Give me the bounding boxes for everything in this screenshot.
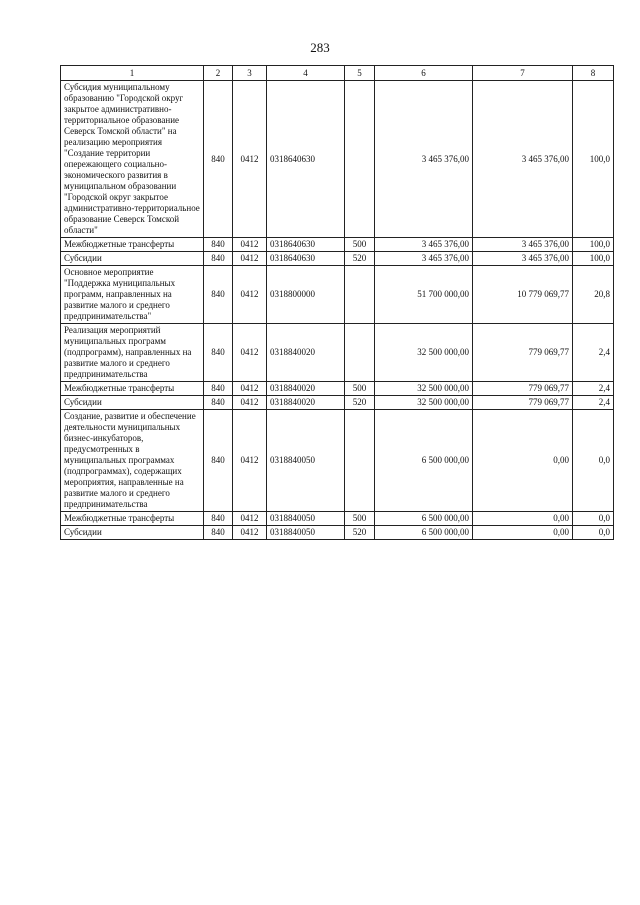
row-section: 0412 [233, 526, 267, 540]
row-section: 0412 [233, 324, 267, 382]
row-grbs: 840 [204, 396, 233, 410]
row-target-article: 0318840050 [267, 512, 345, 526]
column-number: 5 [345, 66, 375, 81]
row-percent: 0,0 [573, 410, 614, 512]
row-section: 0412 [233, 382, 267, 396]
row-target-article: 0318840020 [267, 382, 345, 396]
row-name: Межбюджетные трансферты [61, 512, 204, 526]
row-fact: 0,00 [473, 512, 573, 526]
row-plan: 3 465 376,00 [375, 252, 473, 266]
row-grbs: 840 [204, 526, 233, 540]
row-fact: 779 069,77 [473, 324, 573, 382]
row-percent: 2,4 [573, 324, 614, 382]
row-section: 0412 [233, 410, 267, 512]
row-section: 0412 [233, 81, 267, 238]
row-target-article: 0318840050 [267, 526, 345, 540]
row-target-article: 0318640630 [267, 238, 345, 252]
page-number: 283 [310, 40, 330, 55]
row-expense-type [345, 324, 375, 382]
column-number: 3 [233, 66, 267, 81]
row-section: 0412 [233, 238, 267, 252]
row-expense-type: 520 [345, 252, 375, 266]
row-expense-type [345, 81, 375, 238]
row-name: Создание, развитие и обеспечение деятельности муниципальных бизнес-инкубаторов, предусмотренных в муниципальных программах (подпрограммах), содержащих мероприятия, направленные на развитие малого и среднего предпринимательства [61, 410, 204, 512]
row-percent: 100,0 [573, 252, 614, 266]
row-grbs: 840 [204, 238, 233, 252]
table-row [61, 252, 614, 266]
row-expense-type: 500 [345, 238, 375, 252]
row-section: 0412 [233, 512, 267, 526]
table-row [61, 410, 614, 512]
row-percent: 100,0 [573, 238, 614, 252]
row-section: 0412 [233, 266, 267, 324]
row-name: Основное мероприятие "Поддержка муниципальных программ, направленных на развитие малого и среднего предпринимательства" [61, 266, 204, 324]
row-percent: 0,0 [573, 526, 614, 540]
row-name: Субсидии [61, 526, 204, 540]
row-target-article: 0318800000 [267, 266, 345, 324]
row-expense-type: 520 [345, 526, 375, 540]
row-grbs: 840 [204, 266, 233, 324]
row-plan: 32 500 000,00 [375, 396, 473, 410]
row-target-article: 0318840020 [267, 396, 345, 410]
row-name: Субсидии [61, 252, 204, 266]
column-number: 1 [61, 66, 204, 81]
row-expense-type: 520 [345, 396, 375, 410]
row-expense-type [345, 410, 375, 512]
column-number: 2 [204, 66, 233, 81]
row-plan: 3 465 376,00 [375, 238, 473, 252]
row-grbs: 840 [204, 324, 233, 382]
row-grbs: 840 [204, 410, 233, 512]
row-percent: 2,4 [573, 396, 614, 410]
row-name: Межбюджетные трансферты [61, 238, 204, 252]
row-name: Межбюджетные трансферты [61, 382, 204, 396]
row-section: 0412 [233, 252, 267, 266]
row-target-article: 0318640630 [267, 81, 345, 238]
row-plan: 6 500 000,00 [375, 410, 473, 512]
row-target-article: 0318840020 [267, 324, 345, 382]
row-name: Субсидии [61, 396, 204, 410]
row-fact: 3 465 376,00 [473, 81, 573, 238]
row-percent: 2,4 [573, 382, 614, 396]
column-number: 8 [573, 66, 614, 81]
row-percent: 0,0 [573, 512, 614, 526]
row-grbs: 840 [204, 252, 233, 266]
row-fact: 3 465 376,00 [473, 238, 573, 252]
row-fact: 0,00 [473, 410, 573, 512]
table-row [61, 526, 614, 540]
row-plan: 6 500 000,00 [375, 526, 473, 540]
row-fact: 3 465 376,00 [473, 252, 573, 266]
row-name: Субсидия муниципальному образованию "Городской округ закрытое административно-территориальное образование Северск Томской области" на реализацию мероприятия "Создание территории опережающего социально-экономического развития в муниципальном образовании "Городской округ закрытое административно-территориальное образование Северск Томской области" [61, 81, 204, 238]
row-section: 0412 [233, 396, 267, 410]
budget-execution-table [60, 65, 614, 540]
row-grbs: 840 [204, 512, 233, 526]
row-target-article: 0318840050 [267, 410, 345, 512]
row-grbs: 840 [204, 382, 233, 396]
row-percent: 100,0 [573, 81, 614, 238]
row-fact: 0,00 [473, 526, 573, 540]
table-row [61, 396, 614, 410]
column-number-row [61, 66, 614, 81]
table-row [61, 512, 614, 526]
row-fact: 779 069,77 [473, 396, 573, 410]
row-name: Реализация мероприятий муниципальных программ (подпрограмм), направленных на развитие малого и среднего предпринимательства [61, 324, 204, 382]
row-percent: 20,8 [573, 266, 614, 324]
row-plan: 6 500 000,00 [375, 512, 473, 526]
table-row [61, 382, 614, 396]
row-fact: 10 779 069,77 [473, 266, 573, 324]
row-expense-type [345, 266, 375, 324]
table-row [61, 266, 614, 324]
column-number: 4 [267, 66, 345, 81]
row-target-article: 0318640630 [267, 252, 345, 266]
table-row [61, 81, 614, 238]
column-number: 7 [473, 66, 573, 81]
row-plan: 32 500 000,00 [375, 324, 473, 382]
row-expense-type: 500 [345, 512, 375, 526]
column-number: 6 [375, 66, 473, 81]
row-plan: 32 500 000,00 [375, 382, 473, 396]
row-grbs: 840 [204, 81, 233, 238]
row-plan: 51 700 000,00 [375, 266, 473, 324]
table-row [61, 238, 614, 252]
row-plan: 3 465 376,00 [375, 81, 473, 238]
table-row [61, 324, 614, 382]
row-fact: 779 069,77 [473, 382, 573, 396]
row-expense-type: 500 [345, 382, 375, 396]
